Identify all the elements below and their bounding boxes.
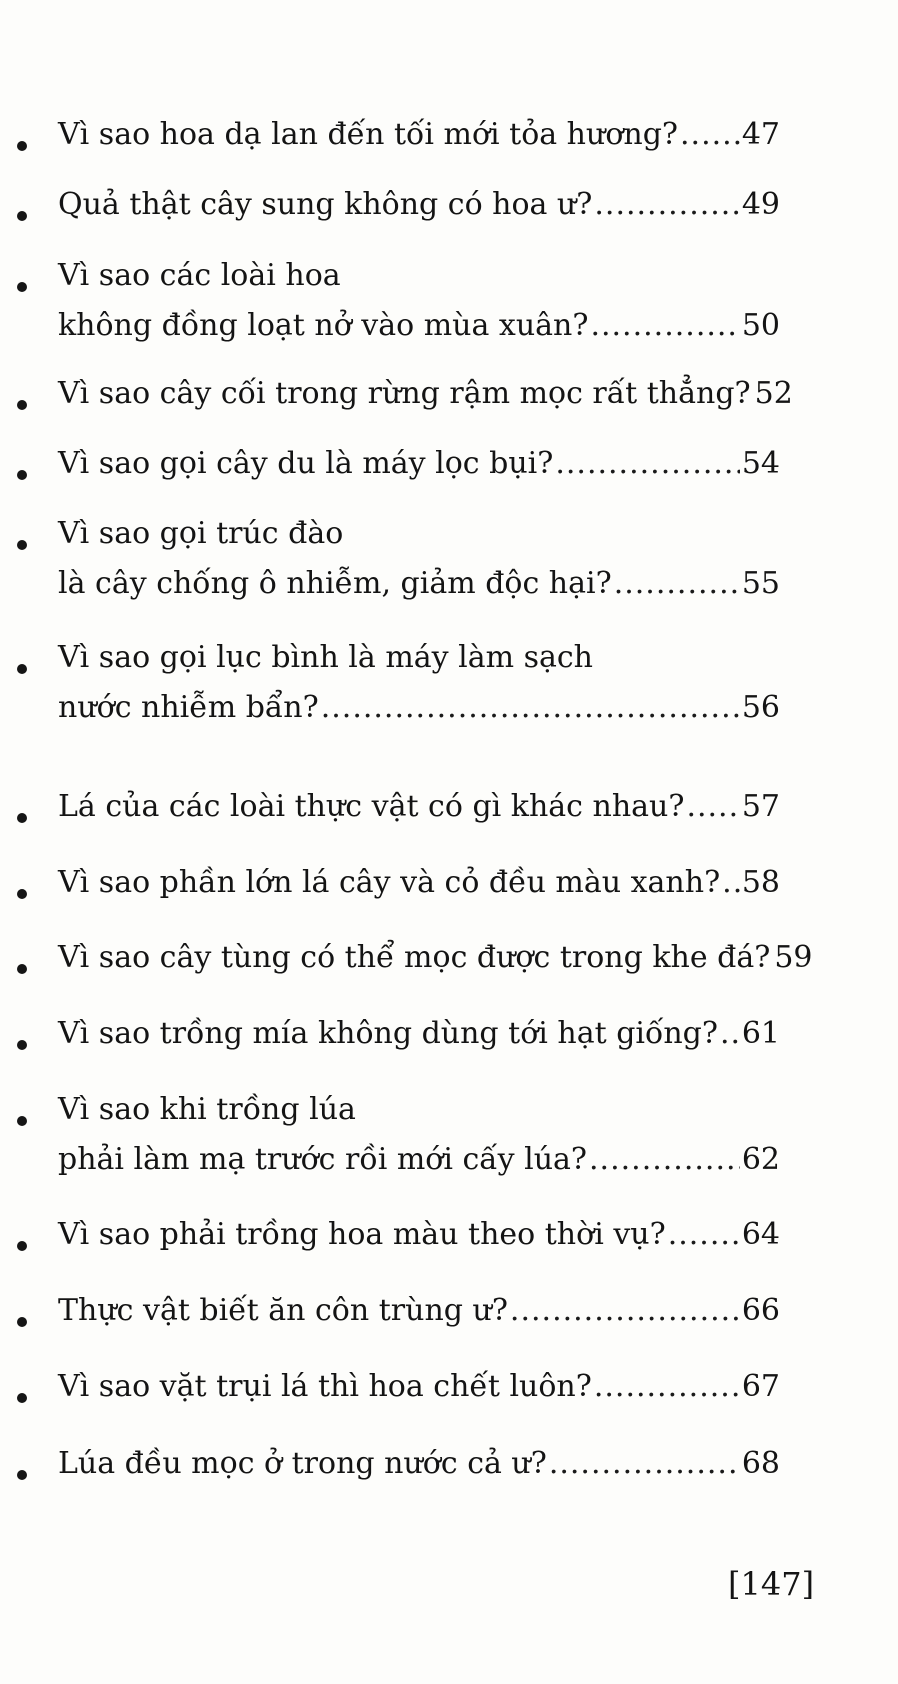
toc-entry-title: Vì sao trồng mía không dùng tới hạt giống? [58,1016,718,1051]
toc-entry-page: 67 [741,1369,780,1404]
dot-leader [555,444,739,484]
dot-leader [589,1140,740,1180]
toc-entry-title-line-1: Vì sao các loài hoa [58,258,341,293]
toc-entry-page: 58 [741,865,780,900]
toc-row [58,938,813,978]
toc-entry-page: 56 [741,690,780,725]
dot-leader [668,1215,740,1255]
bullet-icon [17,1116,27,1126]
toc-row [58,787,780,827]
dot-leader [720,1014,740,1054]
dot-leader [722,863,740,903]
toc-entry-title: Lúa đều mọc ở trong nước cả ư? [58,1446,547,1481]
bullet-icon [17,1317,27,1327]
toc-entry-page: 62 [741,1142,780,1177]
toc-entry-page: 66 [741,1293,780,1328]
dot-leader [549,1444,740,1484]
toc-entry-page: 64 [741,1217,780,1252]
toc-entry-title: Vì sao phần lớn lá cây và cỏ đều màu xanh? [58,865,721,900]
toc-entry-title: Vì sao cây cối trong rừng rậm mọc rất thẳng? [58,376,751,411]
toc-entry-page: 61 [741,1016,780,1051]
dot-leader [686,787,739,827]
bullet-icon [17,540,27,550]
toc-row [58,1291,780,1331]
toc-entry-page: 54 [741,446,780,481]
toc-entry-page: 52 [754,376,793,411]
bullet-icon [17,400,27,410]
toc-row [58,1444,780,1484]
bullet-icon [17,282,27,292]
bullet-icon [17,1040,27,1050]
bullet-icon [17,470,27,480]
toc-entry-title-line-1: Vì sao gọi trúc đào [58,516,344,551]
toc-row [58,115,780,155]
bullet-icon [17,211,27,221]
toc-entry-title-line-1: Vì sao gọi lục bình là máy làm sạch [58,640,594,675]
toc-entry-title: Vì sao hoa dạ lan đến tối mới tỏa hương? [58,117,678,152]
bullet-icon [17,1393,27,1403]
toc-entry-title-line-2: là cây chống ô nhiễm, giảm độc hại? [58,566,612,601]
bullet-icon [17,964,27,974]
toc-entry-title: Vì sao vặt trụi lá thì hoa chết luôn? [58,1369,592,1404]
page-number: [147] [728,1565,815,1603]
toc-entry-title: Quả thật cây sung không có hoa ư? [58,187,593,222]
toc-entry-page: 47 [741,117,780,152]
toc-row [58,185,780,225]
dot-leader [510,1291,740,1331]
bullet-icon [17,889,27,899]
toc-entry-title-line-1: Vì sao khi trồng lúa [58,1092,356,1127]
toc-entry-title: Thực vật biết ăn côn trùng ư? [58,1293,508,1328]
toc-row [58,1014,780,1054]
toc-row [58,1140,780,1180]
toc-entry-page: 50 [741,308,780,343]
toc-entry-title: Vì sao cây tùng có thể mọc được trong khe đá? [58,940,771,975]
dot-leader [594,1367,740,1407]
toc-row [58,688,780,728]
bullet-icon [17,141,27,151]
toc-entry-title: Vì sao phải trồng hoa màu theo thời vụ? [58,1217,666,1252]
toc-entry-title-line-2: nước nhiễm bẩn? [58,690,319,725]
bullet-icon [17,1470,27,1480]
dot-leader [594,185,739,225]
toc-entry-title-line-2: không đồng loạt nở vào mùa xuân? [58,308,589,343]
toc-row [58,444,780,484]
bullet-icon [17,664,27,674]
toc-entry-page: 68 [741,1446,780,1481]
toc-row [58,1215,780,1255]
toc-entry-page: 59 [774,940,813,975]
toc-entry-title: Lá của các loài thực vật có gì khác nhau? [58,789,685,824]
dot-leader [614,564,740,604]
toc-row [58,306,780,346]
toc-entry-title: Vì sao gọi cây du là máy lọc bụi? [58,446,554,481]
toc-entry-title-line-2: phải làm mạ trước rồi mới cấy lúa? [58,1142,588,1177]
toc-row [58,374,793,414]
toc-entry-page: 55 [741,566,780,601]
bullet-icon [17,1241,27,1251]
dot-leader [321,688,740,728]
bullet-icon [17,813,27,823]
toc-row [58,1367,780,1407]
toc-entry-page: 49 [741,187,780,222]
toc-entry-page: 57 [741,789,780,824]
toc-row [58,564,780,604]
dot-leader [590,306,739,346]
toc-row [58,863,780,903]
dot-leader [680,115,740,155]
